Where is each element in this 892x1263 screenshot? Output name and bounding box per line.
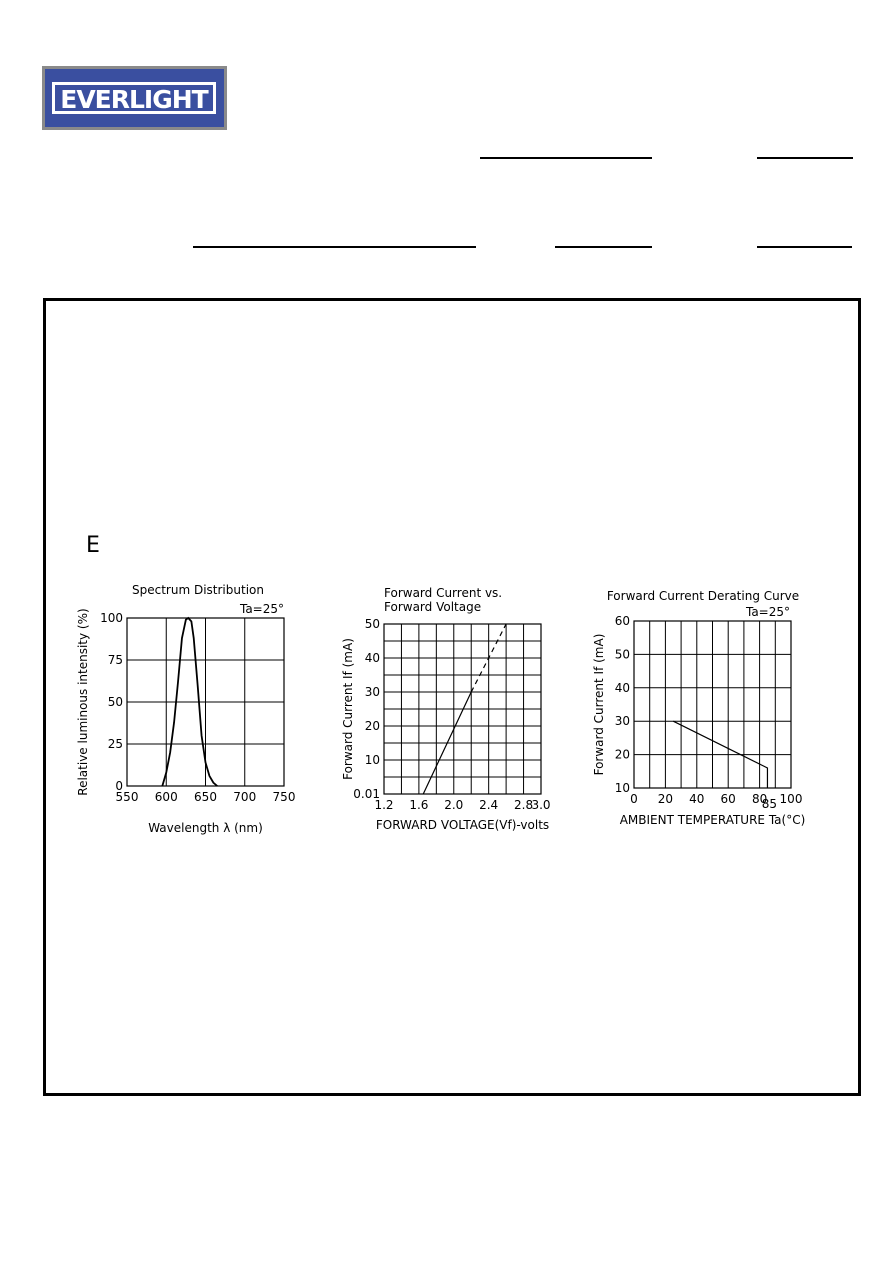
y-axis-label: Relative luminous intensity (%) (76, 608, 90, 796)
section-mark: E (86, 533, 100, 558)
y-tick-label: 10 (364, 753, 380, 767)
x-tick-label: 2.4 (479, 798, 499, 812)
chart-1 (76, 583, 295, 835)
y-tick-label: 20 (364, 719, 380, 733)
x-tick-label: 60 (720, 792, 736, 806)
y-tick-label: 25 (107, 737, 123, 751)
x-tick-label: 80 (751, 792, 768, 806)
y-axis-label: Forward Current If (mA) (341, 638, 355, 780)
x-tick-label: 40 (689, 792, 705, 806)
y-axis-label: Forward Current If (mA) (592, 633, 606, 776)
chart-title: Spectrum Distribution (132, 583, 264, 597)
chart-title: Forward Current Derating Curve (606, 589, 800, 603)
x-tick-label: 2.0 (444, 798, 464, 812)
y-tick-label: 60 (614, 614, 630, 628)
x-axis-label: Wavelength λ (nm) (148, 821, 263, 835)
chart-subtitle: Forward Voltage (384, 600, 482, 614)
y-tick-label: 20 (614, 747, 630, 762)
x-tick-label: 1.2 (374, 798, 394, 812)
y-tick-label: 0 (115, 779, 123, 793)
y-tick-label: 50 (614, 647, 630, 662)
x-tick-label: 750 (272, 790, 296, 804)
y-tick-label: 40 (614, 680, 630, 695)
x-tick-label: 3.0 (531, 798, 551, 812)
x-tick-extra: 85 (761, 797, 778, 811)
y-tick-label: 75 (107, 653, 123, 667)
x-axis-label: AMBIENT TEMPERATURE Ta(°C) (619, 813, 806, 827)
y-tick-label: 40 (364, 651, 380, 665)
y-tick-label: 30 (364, 685, 380, 699)
chart-annotation: Ta=25° (745, 605, 791, 619)
y-tick-label: 30 (614, 714, 630, 729)
x-tick-label: 1.6 (409, 798, 429, 812)
chart-3 (592, 589, 805, 827)
x-tick-label: 600 (154, 790, 178, 804)
y-tick-label: 10 (614, 781, 630, 795)
x-tick-label: 20 (657, 792, 674, 806)
x-tick-label: 0 (630, 792, 638, 806)
chart-2 (341, 586, 551, 832)
x-tick-label: 700 (233, 790, 257, 804)
x-tick-label: 650 (194, 790, 217, 804)
x-tick-label: 2.8 (514, 798, 534, 812)
x-tick-label: 550 (115, 790, 139, 804)
chart-title: Forward Current vs. (384, 586, 503, 600)
chart-annotation: Ta=25° (239, 602, 285, 616)
y-tick-label: 50 (364, 617, 380, 631)
logo-text: EVERLIGHT (60, 85, 208, 114)
x-tick-label: 100 (779, 792, 803, 806)
y-tick-label: 50 (107, 695, 123, 709)
y-tick-label: 100 (100, 611, 123, 625)
x-axis-label: FORWARD VOLTAGE(Vf)-volts (375, 818, 550, 832)
y-tick-label: 0.01 (353, 787, 380, 801)
